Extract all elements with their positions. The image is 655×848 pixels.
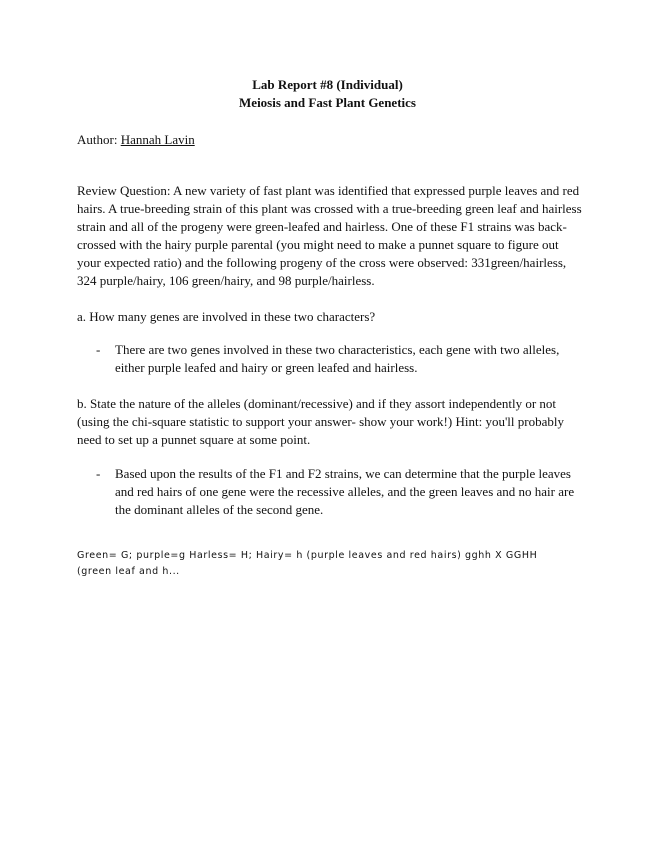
author-label: Author: [77,132,121,147]
review-question: Review Question: A new variety of fast plant was identified that expressed purple leaves and red hairs. A true-breeding strain of this plant was crossed with a true-breeding green leaf and hairless strain and all of the progeny were green-leafed and hairless. One of these F1 strains was back-crossed with the hairy purple parental (you might need to make a punnet square to figure out your expected ratio) and the following progeny of the cross were observed: 331green/hairless, 324 purple/hairy, 106 green/hairy, and 98 purple/hairless. [77,183,582,288]
question-a: a. How many genes are involved in these two characters? [77,309,376,324]
report-title: Lab Report #8 (Individual) [252,77,403,92]
answer-a-bullet: - [96,342,101,357]
answer-b: Based upon the results of the F1 and F2 strains, we can determine that the purple leaves and red hairs of one gene were the recessive alleles, and the green leaves and no hair are the dominant alleles of the second gene. [115,466,575,517]
answer-a: There are two genes involved in these two characteristics, each gene with two alleles, either purple leafed and hairy or green leafed and hairless. [115,342,560,375]
answer-b-bullet: - [96,466,101,481]
question-b: b. State the nature of the alleles (dominant/recessive) and if they assort independently or not (using the chi-square statistic to support your answer- show your work!) Hint: you'll probably need to set up a punnet square at some point. [77,396,564,447]
notes-snippet: Green= G; purple=g Harless= H; Hairy= h (purple leaves and red hairs) gghh X GGHH (green leaf and h... [77,550,538,577]
author-line [77,131,195,149]
author-name: Hannah Lavin [120,132,195,147]
report-subtitle: Meiosis and Fast Plant Genetics [239,95,416,110]
